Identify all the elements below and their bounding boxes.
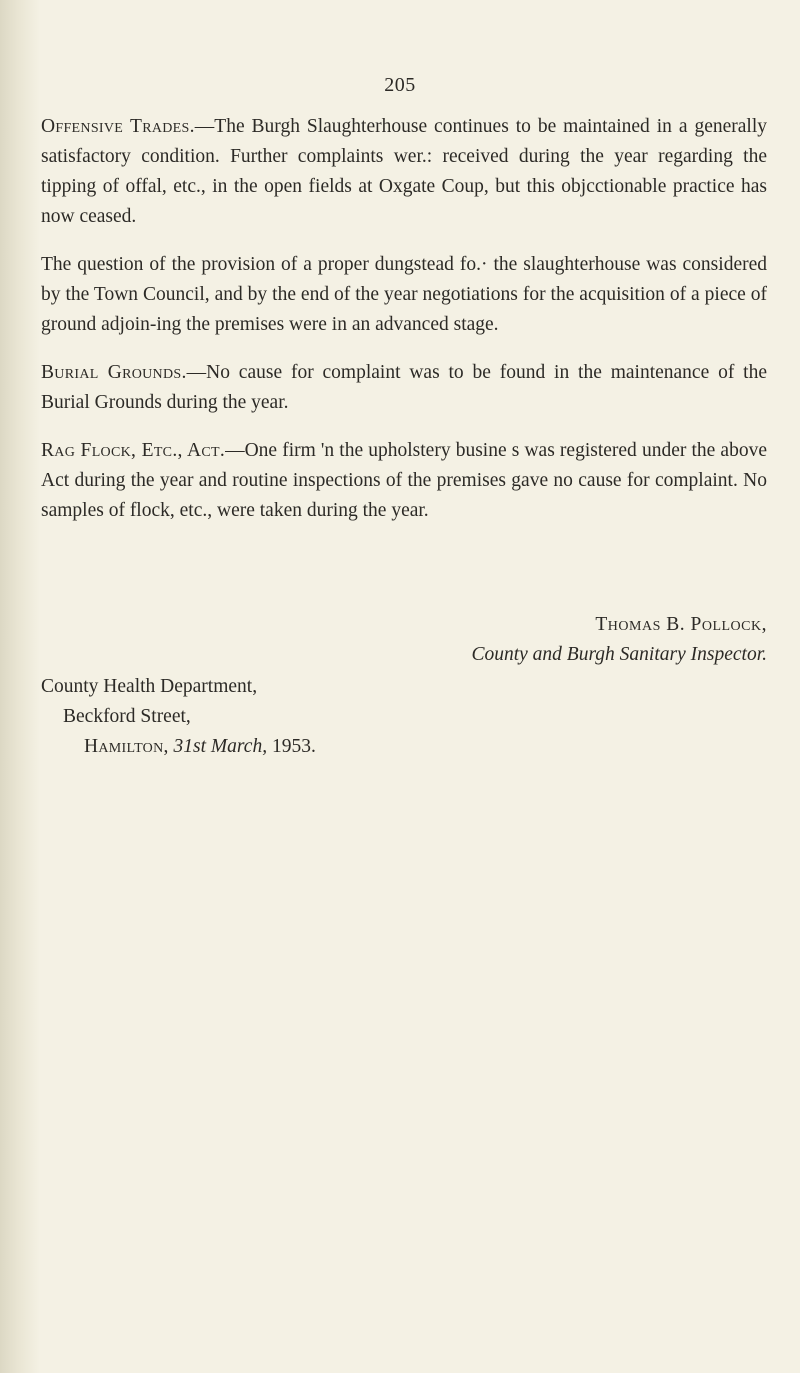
address-city: Hamilton,: [84, 736, 169, 757]
paragraph-dungstead: [41, 250, 767, 340]
document-body: [41, 112, 767, 544]
page-edge-shadow: [0, 0, 40, 1373]
address-date: 31st March,: [173, 736, 268, 757]
paragraph-text: —No cause for complaint was to be found in the maintenance of the Burial Grounds during the year.: [41, 362, 767, 413]
section-heading: Burial Grounds.: [41, 362, 187, 383]
paragraph-burial-grounds: [41, 358, 767, 418]
signatory-title: County and Burgh Sanitary Inspector.: [471, 644, 767, 665]
paragraph-rag-flock: [41, 436, 767, 526]
signature-block: [300, 610, 767, 670]
paragraph-text: —The Burgh Slaughterhouse continues to be maintained in a generally satisfactory condition. Further complaints wer.: received during the year regarding the tipping of offal, etc., in the open fields at Oxgate Coup, but this objcctionable practice has now ceased.: [41, 116, 767, 227]
paragraph-offensive-trades: [41, 112, 767, 232]
address-line-city-date: [41, 732, 316, 762]
paragraph-text: —One firm 'n the upholstery busine s was registered under the above Act during the year and routine inspections of the premises gave no cause for complaint. No samples of flock, etc., were taken during the year.: [41, 440, 767, 521]
paragraph-text: The question of the provision of a proper dungstead fo.· the slaughterhouse was considered by the Town Council, and by the end of the year negotiations for the acquisition of a piece of ground adjoin-ing the premises were in an advanced stage.: [41, 254, 767, 335]
signatory-name: Thomas B. Pollock,: [595, 614, 767, 635]
address-block: [41, 672, 316, 762]
section-heading: Rag Flock, Etc., Act.: [41, 440, 226, 461]
address-line-street: Beckford Street,: [63, 706, 191, 727]
address-year: 1953.: [271, 736, 316, 757]
page-number: 205: [384, 74, 416, 96]
section-heading: Offensive Trades.: [41, 116, 195, 137]
address-line-department: County Health Department,: [41, 676, 258, 697]
